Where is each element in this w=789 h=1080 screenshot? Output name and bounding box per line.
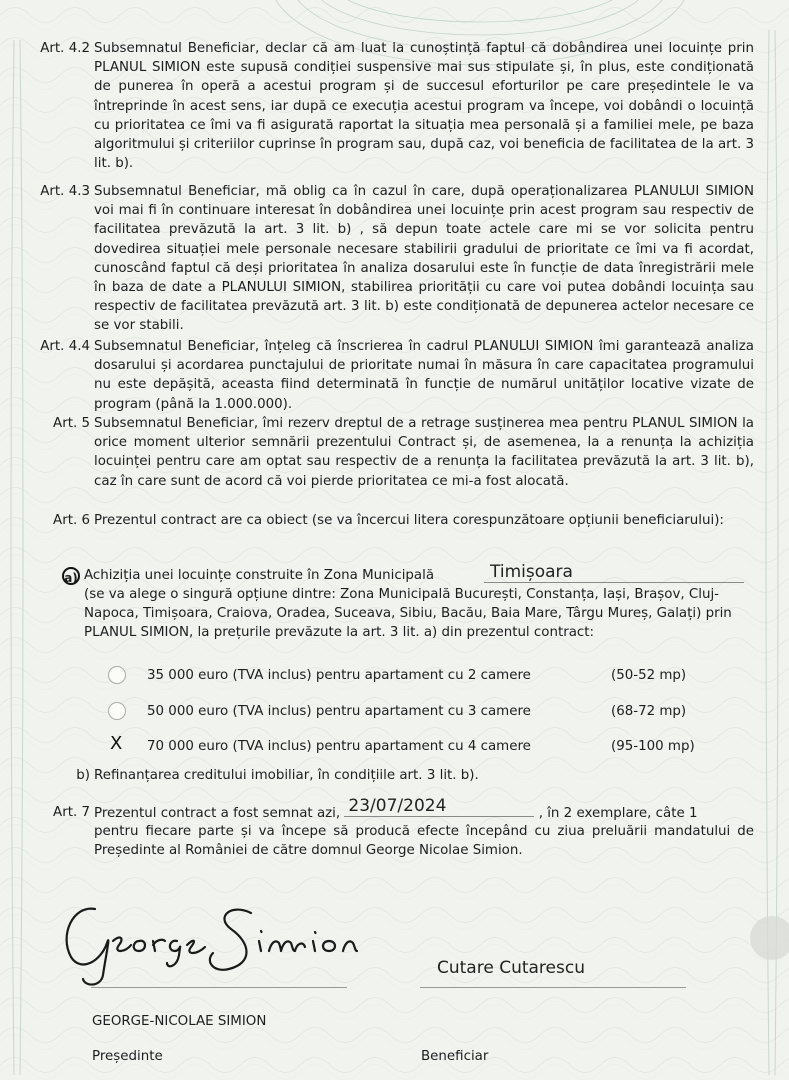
radio-button[interactable] (108, 702, 126, 720)
article-7-prefix: Prezentul contract a fost semnat azi, (94, 806, 341, 821)
choice-label: 50 000 euro (TVA inclus) pentru apartament cu 3 camere (147, 704, 531, 719)
signature-george-simion (55, 895, 365, 990)
article-number: Art. 4.4 (40, 339, 90, 354)
date-field[interactable] (344, 796, 534, 817)
article-7-continuation: pentru fiecare parte și va începe să producă efecte începând cu ziua preluării mandatului de Președinte al României de către domnul George Nicolae Simion. (94, 824, 754, 859)
article-number: Art. 7 (53, 805, 90, 820)
left-signature-line (91, 987, 347, 988)
option-a-circled-letter[interactable]: a) (62, 567, 80, 585)
article-number: Art. 4.3 (40, 184, 90, 199)
choice-mark: X (110, 733, 123, 754)
zone-value[interactable]: Timișoara (490, 562, 573, 582)
article-number: Art. 4.2 (40, 41, 90, 56)
article-7-suffix: , în 2 exemplare, câte 1 (538, 806, 698, 821)
option-b-letter[interactable]: b) (76, 768, 90, 783)
article-text: Subsemnatul Beneficiar, declar că am luat la cunoștință faptul că dobândirea unei locuințe prin PLANUL SIMION este supusă condiției suspensive mai sus stipulate și, în plus, este condiționată de punerea în operă a acestui program și de succesul eforturilor pe care președintele le va întreprinde în acest sens, iar după ce execuția acestui program va începe, voi dobândi o locuință cu prioritatea ce îmi va fi asigurată raportat la situația mea personală și a familiei mele, pe baza algoritmului și criteriilor cuprinse în program sau, după caz, voi beneficia de facilitatea de la art. 3 lit. b). (94, 41, 754, 172)
option-a-note: (se va alege o singură opțiune dintre: Zona Municipală București, Constanța, Iași, Brașov, Cluj-Napoca, Timișoara, Craiova, Oradea, Suceava, Sibiu, Bacău, Baia Mare, Târgu Mureș, Galați) prin PLANUL SIMION, la prețurile prevăzute la art. 3 lit. a) din prezentul contract: (84, 587, 732, 641)
choice-area: (95-100 mp) (611, 739, 695, 754)
zone-fill-line (484, 582, 744, 583)
beneficiary-role: Beneficiar (421, 1049, 489, 1064)
option-a-label: Achiziția unei locuințe construite în Zona Municipală (84, 568, 435, 583)
choice-label: 35 000 euro (TVA inclus) pentru apartament cu 2 camere (147, 668, 531, 683)
choice-area: (50-52 mp) (611, 668, 687, 683)
choice-3-rooms[interactable] (108, 702, 708, 724)
option-b-text: Refinanțarea creditului imobiliar, în condițiile art. 3 lit. b). (94, 768, 479, 783)
choice-4-rooms[interactable] (108, 733, 708, 759)
article-text: Prezentul contract are ca obiect (se va încercui litera corespunzătoare opțiunii beneficiarului): (94, 513, 724, 528)
article-text: Subsemnatul Beneficiar, îmi rezerv dreptul de a retrage susținerea mea pentru PLANUL SIMION la orice moment ulterior semnării prezentului Contract și, de asemenea, la a renunța la achiziția locuinței pentru care am optat sau respectiv de a renunța la facilitatea prevăzută la art. 3 lit. b), caz în care sunt de acord că voi pierde prioritatea ce mi-a fost alocată. (94, 416, 754, 489)
president-name: GEORGE-NICOLAE SIMION (92, 1014, 267, 1029)
right-signature-line (420, 987, 686, 988)
article-7-first-line (94, 796, 754, 823)
choice-label: 70 000 euro (TVA inclus) pentru apartament cu 4 camere (147, 739, 531, 754)
article-text: Subsemnatul Beneficiar, mă oblig ca în cazul în care, după operaționalizarea PLANULUI SIMION voi mai fi în continuare interesat în dobândirea unei locuințe prin acest program sau respectiv de facilitatea prevăzută la art. 3 lit. b) , să depun toate actele care mi se vor solicita pentru dovedirea situației mele personale necesare stabilirii gradului de prioritate ce îmi va fi acordat, cunoscând faptul că deși prioritatea în analiza dosarului este în funcție de data înregistrării mele în baza de date a PLANULUI SIMION, stabilirea priorității cu care voi putea dobândi locuința sau respectiv de facilitatea prevăzută art. 3 lit. b) este condiționată de depunerea actelor necesare ce se vor stabili. (94, 184, 754, 334)
beneficiary-name-handwritten[interactable]: Cutare Cutarescu (437, 958, 585, 978)
choice-2-rooms[interactable] (108, 666, 708, 688)
president-role: Președinte (92, 1049, 163, 1064)
article-text: Subsemnatul Beneficiar, înțeleg că înscrierea în cadrul PLANULUI SIMION îmi garantează analiza dosarului și acordarea punctajului de prioritate numai în măsura în care capacitatea programului nu este depășită, aceasta fiind determinată în funcție de numărul unităților locative vizate de program (până la 1.000.000). (94, 339, 754, 412)
radio-button[interactable] (108, 666, 126, 684)
article-number: Art. 6 (53, 513, 90, 528)
choice-area: (68-72 mp) (611, 704, 687, 719)
article-number: Art. 5 (53, 416, 90, 431)
date-value: 23/07/2024 (348, 796, 447, 816)
